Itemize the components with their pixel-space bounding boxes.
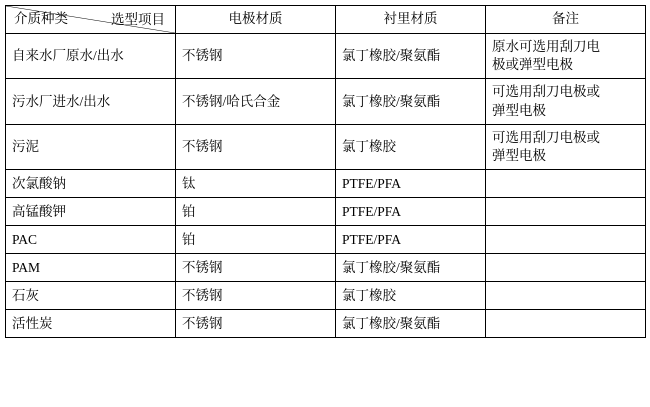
cell-medium: 石灰 bbox=[6, 282, 176, 310]
table-row bbox=[6, 282, 646, 310]
cell-medium: 污泥 bbox=[6, 124, 176, 169]
cell-electrode: 不锈钢 bbox=[176, 310, 336, 338]
selection-spec-table bbox=[5, 5, 646, 338]
column-header-electrode: 电极材质 bbox=[176, 6, 336, 34]
document-page bbox=[0, 5, 650, 407]
cell-remark bbox=[486, 198, 646, 226]
cell-lining: 氯丁橡胶/聚氨酯 bbox=[336, 34, 486, 79]
table-header-row bbox=[6, 6, 646, 34]
cell-medium: 次氯酸钠 bbox=[6, 170, 176, 198]
cell-electrode: 不锈钢 bbox=[176, 254, 336, 282]
cell-medium: 自来水厂原水/出水 bbox=[6, 34, 176, 79]
cell-lining: 氯丁橡胶/聚氨酯 bbox=[336, 79, 486, 124]
cell-remark bbox=[486, 170, 646, 198]
cell-lining: 氯丁橡胶/聚氨酯 bbox=[336, 254, 486, 282]
table-row bbox=[6, 124, 646, 169]
table-row bbox=[6, 254, 646, 282]
cell-lining: 氯丁橡胶 bbox=[336, 124, 486, 169]
cell-lining: PTFE/PFA bbox=[336, 170, 486, 198]
cell-remark-line1: 原水可选用刮刀电 bbox=[492, 39, 600, 54]
cell-electrode: 铂 bbox=[176, 226, 336, 254]
cell-remark bbox=[486, 79, 646, 124]
table-row bbox=[6, 170, 646, 198]
cell-remark bbox=[486, 254, 646, 282]
cell-remark-line1: 可选用刮刀电极或 bbox=[492, 129, 600, 145]
cell-electrode: 铂 bbox=[176, 198, 336, 226]
cell-electrode: 不锈钢 bbox=[176, 34, 336, 79]
table-row bbox=[6, 310, 646, 338]
cell-electrode: 不锈钢 bbox=[176, 282, 336, 310]
cell-electrode: 不锈钢/哈氏合金 bbox=[176, 79, 336, 124]
table-row bbox=[6, 79, 646, 124]
header-corner-bottom-label: 介质种类 bbox=[14, 10, 68, 26]
cell-lining: 氯丁橡胶 bbox=[336, 282, 486, 310]
column-header-remark: 备注 bbox=[486, 6, 646, 34]
cell-remark-line2: 极或弹型电极 bbox=[492, 57, 573, 73]
cell-remark-line2: 弹型电极 bbox=[492, 102, 546, 118]
table-row bbox=[6, 34, 646, 79]
cell-lining: PTFE/PFA bbox=[336, 226, 486, 254]
cell-remark-line2: 弹型电极 bbox=[492, 148, 546, 164]
cell-remark bbox=[486, 124, 646, 169]
header-corner-top-label: 选型项目 bbox=[111, 12, 165, 27]
header-corner-cell bbox=[6, 6, 176, 34]
cell-electrode: 钛 bbox=[176, 170, 336, 198]
cell-lining: PTFE/PFA bbox=[336, 198, 486, 226]
cell-medium: 高锰酸钾 bbox=[6, 198, 176, 226]
cell-remark bbox=[486, 226, 646, 254]
cell-medium: 活性炭 bbox=[6, 310, 176, 338]
cell-remark bbox=[486, 282, 646, 310]
cell-medium: PAM bbox=[6, 254, 176, 282]
cell-lining: 氯丁橡胶/聚氨酯 bbox=[336, 310, 486, 338]
cell-medium: 污水厂进水/出水 bbox=[6, 79, 176, 124]
cell-remark bbox=[486, 34, 646, 79]
cell-remark-line1: 可选用刮刀电极或 bbox=[492, 84, 600, 100]
table-row bbox=[6, 226, 646, 254]
table-row bbox=[6, 198, 646, 226]
column-header-lining: 衬里材质 bbox=[336, 6, 486, 34]
cell-remark bbox=[486, 310, 646, 338]
cell-medium: PAC bbox=[6, 226, 176, 254]
cell-electrode: 不锈钢 bbox=[176, 124, 336, 169]
